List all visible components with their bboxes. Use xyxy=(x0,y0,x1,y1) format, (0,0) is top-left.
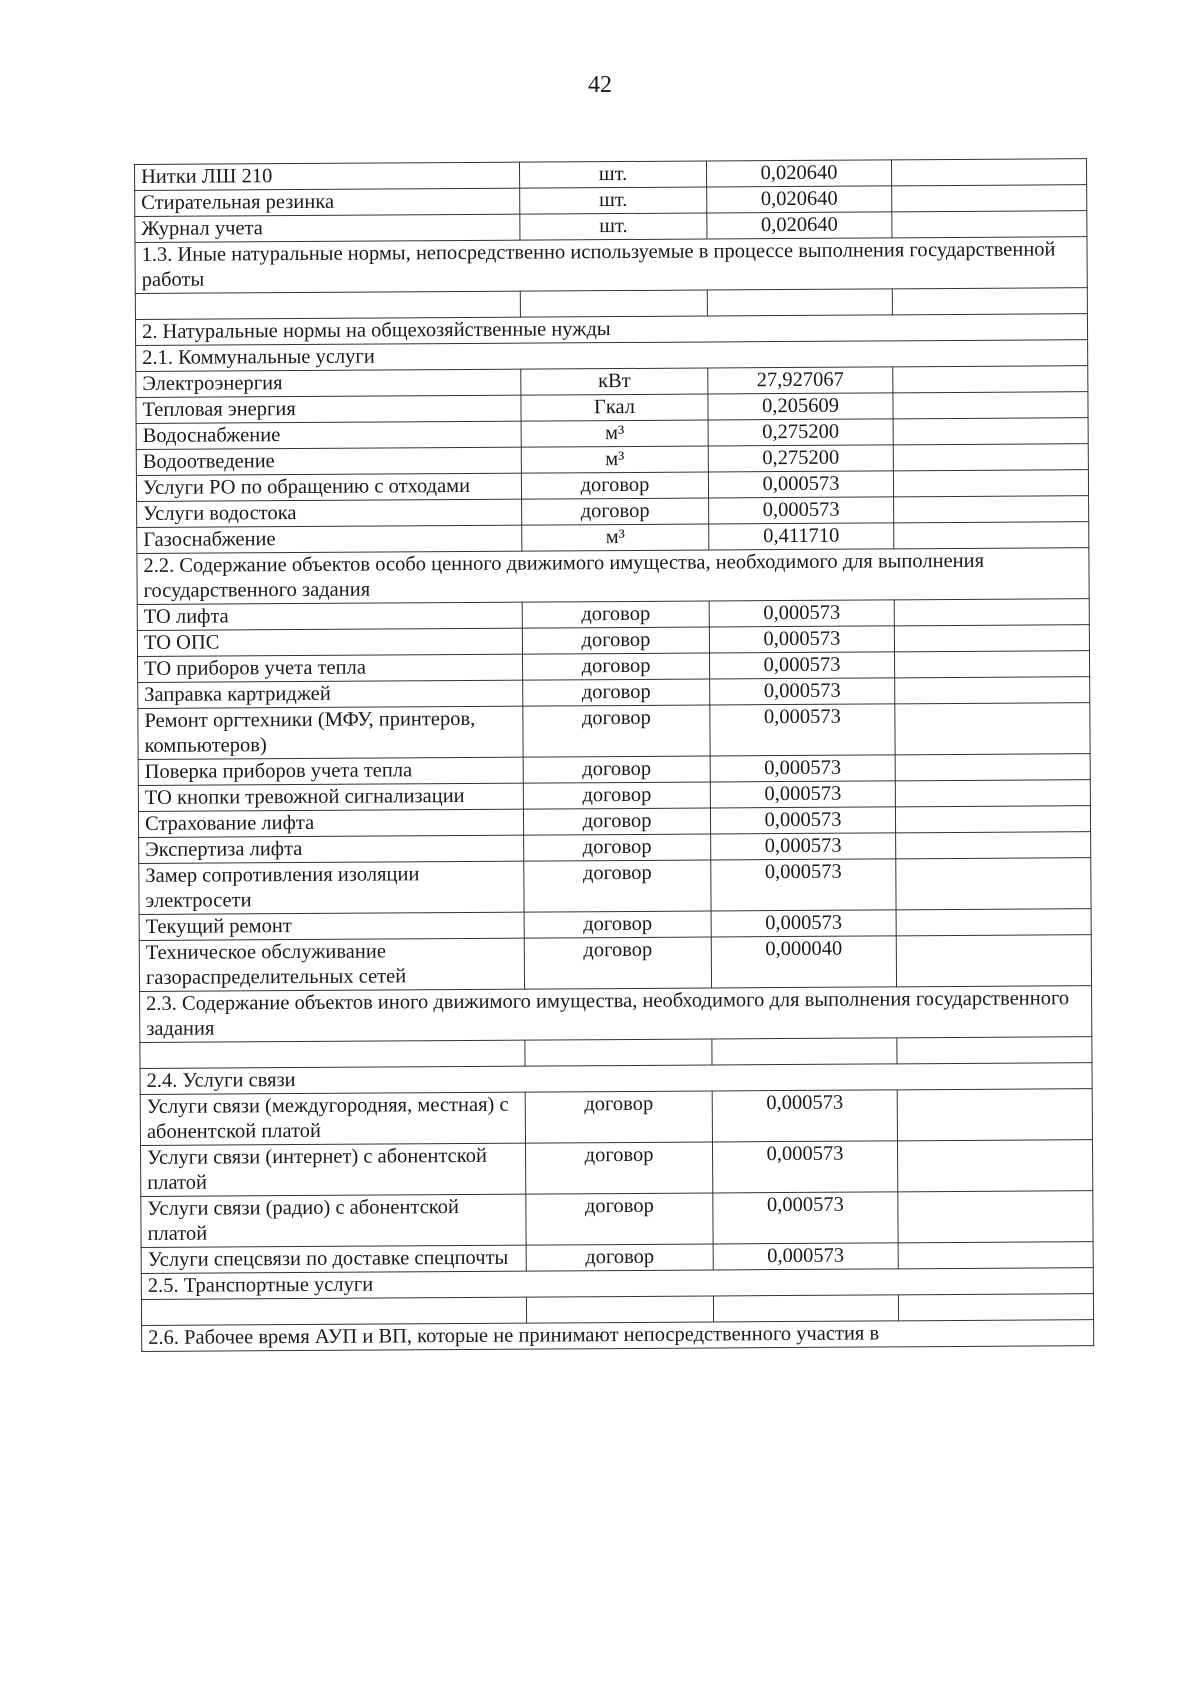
empty-cell xyxy=(897,1037,1092,1064)
item-value-cell: 0,000573 xyxy=(711,833,896,860)
item-unit-cell: договор xyxy=(523,756,710,783)
item-unit-cell: договор xyxy=(523,653,710,680)
item-unit-cell: договор xyxy=(524,834,711,861)
item-name-cell: Услуги связи (интернет) с абонентской платой xyxy=(140,1143,525,1196)
empty-cell xyxy=(707,289,892,316)
item-name-cell: Электроэнергия xyxy=(136,369,521,397)
item-value-cell: 0,000573 xyxy=(709,497,894,524)
section-heading: 2.4. Услуги связи xyxy=(140,1063,1092,1095)
item-unit-cell: м³ xyxy=(521,446,708,473)
item-extra-cell xyxy=(896,935,1091,987)
empty-cell xyxy=(712,1038,897,1065)
item-extra-cell xyxy=(898,1191,1093,1243)
item-name-cell: Водоотведение xyxy=(136,447,521,475)
item-unit-cell: Гкал xyxy=(521,394,708,421)
item-unit-cell: договор xyxy=(522,498,709,525)
table-row xyxy=(141,1191,1093,1248)
item-extra-cell xyxy=(891,159,1086,186)
empty-cell xyxy=(892,288,1087,315)
item-value-cell: 0,000573 xyxy=(711,859,896,911)
item-value-cell: 0,000573 xyxy=(712,1090,897,1142)
item-extra-cell xyxy=(893,366,1088,393)
item-name-cell: Услуги спецсвязи по доставке спецпочты xyxy=(141,1245,526,1273)
item-value-cell: 0,000040 xyxy=(711,936,896,988)
item-value-cell: 0,000573 xyxy=(710,755,895,782)
page-number: 42 xyxy=(588,72,612,98)
norms-table-body xyxy=(135,159,1094,1352)
table-row xyxy=(139,935,1091,992)
item-unit-cell: м³ xyxy=(521,420,708,447)
item-value-cell: 27,927067 xyxy=(708,367,893,394)
item-unit-cell: договор xyxy=(526,1193,713,1245)
item-value-cell: 0,411710 xyxy=(709,523,894,550)
item-name-cell: ТО ОПС xyxy=(137,628,522,656)
item-extra-cell xyxy=(896,832,1091,859)
item-unit-cell: договор xyxy=(523,808,710,835)
item-value-cell: 0,000573 xyxy=(710,704,895,756)
item-unit-cell: договор xyxy=(523,705,710,757)
section-heading: 2.6. Рабочее время АУП и ВП, которые не принимают непосредственного участия в xyxy=(142,1320,1094,1352)
item-extra-cell xyxy=(893,392,1088,419)
item-name-cell: Заправка картриджей xyxy=(138,680,523,708)
item-unit-cell: договор xyxy=(525,1142,712,1194)
item-name-cell: Услуги водостока xyxy=(137,499,522,527)
section-row xyxy=(137,548,1089,605)
item-value-cell: 0,000573 xyxy=(709,600,894,627)
item-name-cell: Услуги РО по обращению с отходами xyxy=(136,473,521,501)
item-name-cell: ТО лифта xyxy=(137,602,522,630)
item-extra-cell xyxy=(893,418,1088,445)
item-unit-cell: договор xyxy=(522,601,709,628)
item-value-cell: 0,000573 xyxy=(708,471,893,498)
item-value-cell: 0,000573 xyxy=(710,807,895,834)
item-value-cell: 0,000573 xyxy=(713,1243,898,1270)
section-heading: 1.3. Иные натуральные нормы, непосредственно используемые в процессе выполнения государственной работы xyxy=(135,237,1087,294)
item-name-cell: Услуги связи (радио) с абонентской платой xyxy=(141,1194,526,1247)
item-extra-cell xyxy=(894,496,1089,523)
item-value-cell: 0,000573 xyxy=(712,1141,897,1193)
item-unit-cell: шт. xyxy=(519,161,706,188)
section-row xyxy=(140,986,1092,1043)
empty-cell xyxy=(525,1039,712,1066)
item-extra-cell xyxy=(895,677,1090,704)
item-unit-cell: м³ xyxy=(522,524,709,551)
table-row xyxy=(140,1089,1092,1146)
item-extra-cell xyxy=(894,651,1089,678)
norms-table xyxy=(134,158,1094,1352)
item-extra-cell xyxy=(896,858,1091,910)
item-extra-cell xyxy=(892,185,1087,212)
item-value-cell: 0,000573 xyxy=(710,781,895,808)
section-row xyxy=(142,1320,1094,1352)
item-value-cell: 0,000573 xyxy=(710,678,895,705)
item-value-cell: 0,000573 xyxy=(709,626,894,653)
item-unit-cell: договор xyxy=(524,860,711,912)
item-name-cell: Водоснабжение xyxy=(136,421,521,449)
item-unit-cell: шт. xyxy=(520,213,707,240)
empty-cell xyxy=(140,1040,525,1068)
item-value-cell: 0,000573 xyxy=(711,910,896,937)
item-value-cell: 0,020640 xyxy=(707,212,892,239)
item-name-cell: Текущий ремонт xyxy=(139,912,524,940)
item-extra-cell xyxy=(895,780,1090,807)
empty-cell xyxy=(520,290,707,317)
item-value-cell: 0,000573 xyxy=(709,652,894,679)
empty-cell xyxy=(713,1295,898,1322)
item-extra-cell xyxy=(893,444,1088,471)
item-name-cell: Газоснабжение xyxy=(137,525,522,553)
table-row xyxy=(138,703,1090,760)
item-extra-cell xyxy=(898,1242,1093,1269)
item-extra-cell xyxy=(896,909,1091,936)
empty-cell xyxy=(898,1294,1093,1321)
empty-cell xyxy=(526,1296,713,1323)
item-unit-cell: договор xyxy=(523,782,710,809)
item-value-cell: 0,000573 xyxy=(713,1192,898,1244)
item-name-cell: Техническое обслуживание газораспределительных сетей xyxy=(139,938,524,991)
item-unit-cell: кВт xyxy=(521,368,708,395)
item-unit-cell: договор xyxy=(525,1091,712,1143)
item-name-cell: Страхование лифта xyxy=(138,809,523,837)
item-name-cell: Экспертиза лифта xyxy=(139,835,524,863)
section-heading: 2.5. Транспортные услуги xyxy=(141,1268,1093,1300)
item-extra-cell xyxy=(892,211,1087,238)
section-heading: 2.1. Коммунальные услуги xyxy=(136,340,1088,372)
item-extra-cell xyxy=(894,625,1089,652)
item-name-cell: Услуги связи (междугородняя, местная) с абонентской платой xyxy=(140,1092,525,1145)
empty-cell xyxy=(141,1297,526,1325)
item-extra-cell xyxy=(894,599,1089,626)
item-name-cell: ТО приборов учета тепла xyxy=(138,654,523,682)
item-name-cell: Нитки ЛШ 210 xyxy=(135,162,520,190)
item-unit-cell: шт. xyxy=(520,187,707,214)
item-extra-cell xyxy=(893,470,1088,497)
item-unit-cell: договор xyxy=(524,911,711,938)
item-unit-cell: договор xyxy=(522,627,709,654)
item-name-cell: ТО кнопки тревожной сигнализации xyxy=(138,783,523,811)
item-unit-cell: договор xyxy=(524,937,711,989)
item-name-cell: Поверка приборов учета тепла xyxy=(138,757,523,785)
item-value-cell: 0,275200 xyxy=(708,445,893,472)
item-unit-cell: договор xyxy=(526,1244,713,1271)
item-extra-cell xyxy=(894,522,1089,549)
item-name-cell: Журнал учета xyxy=(135,214,520,242)
item-value-cell: 0,020640 xyxy=(706,160,891,187)
table-row xyxy=(139,858,1091,915)
item-extra-cell xyxy=(895,703,1090,755)
item-extra-cell xyxy=(897,1089,1092,1141)
item-name-cell: Ремонт оргтехники (МФУ, принтеров, компьютеров) xyxy=(138,706,523,759)
item-extra-cell xyxy=(895,754,1090,781)
empty-cell xyxy=(135,291,520,319)
item-extra-cell xyxy=(895,806,1090,833)
item-value-cell: 0,020640 xyxy=(707,186,892,213)
section-heading: 2.3. Содержание объектов иного движимого имущества, необходимого для выполнения государственного задания xyxy=(140,986,1092,1043)
item-name-cell: Замер сопротивления изоляции электросети xyxy=(139,861,524,914)
item-name-cell: Стирательная резинка xyxy=(135,188,520,216)
table-row xyxy=(140,1140,1092,1197)
item-value-cell: 0,275200 xyxy=(708,419,893,446)
item-value-cell: 0,205609 xyxy=(708,393,893,420)
item-name-cell: Тепловая энергия xyxy=(136,395,521,423)
section-heading: 2. Натуральные нормы на общехозяйственные нужды xyxy=(135,314,1087,346)
item-unit-cell: договор xyxy=(521,472,708,499)
section-heading: 2.2. Содержание объектов особо ценного движимого имущества, необходимого для выполнения государственного задания xyxy=(137,548,1089,605)
item-unit-cell: договор xyxy=(523,679,710,706)
section-row xyxy=(135,237,1087,294)
item-extra-cell xyxy=(897,1140,1092,1192)
